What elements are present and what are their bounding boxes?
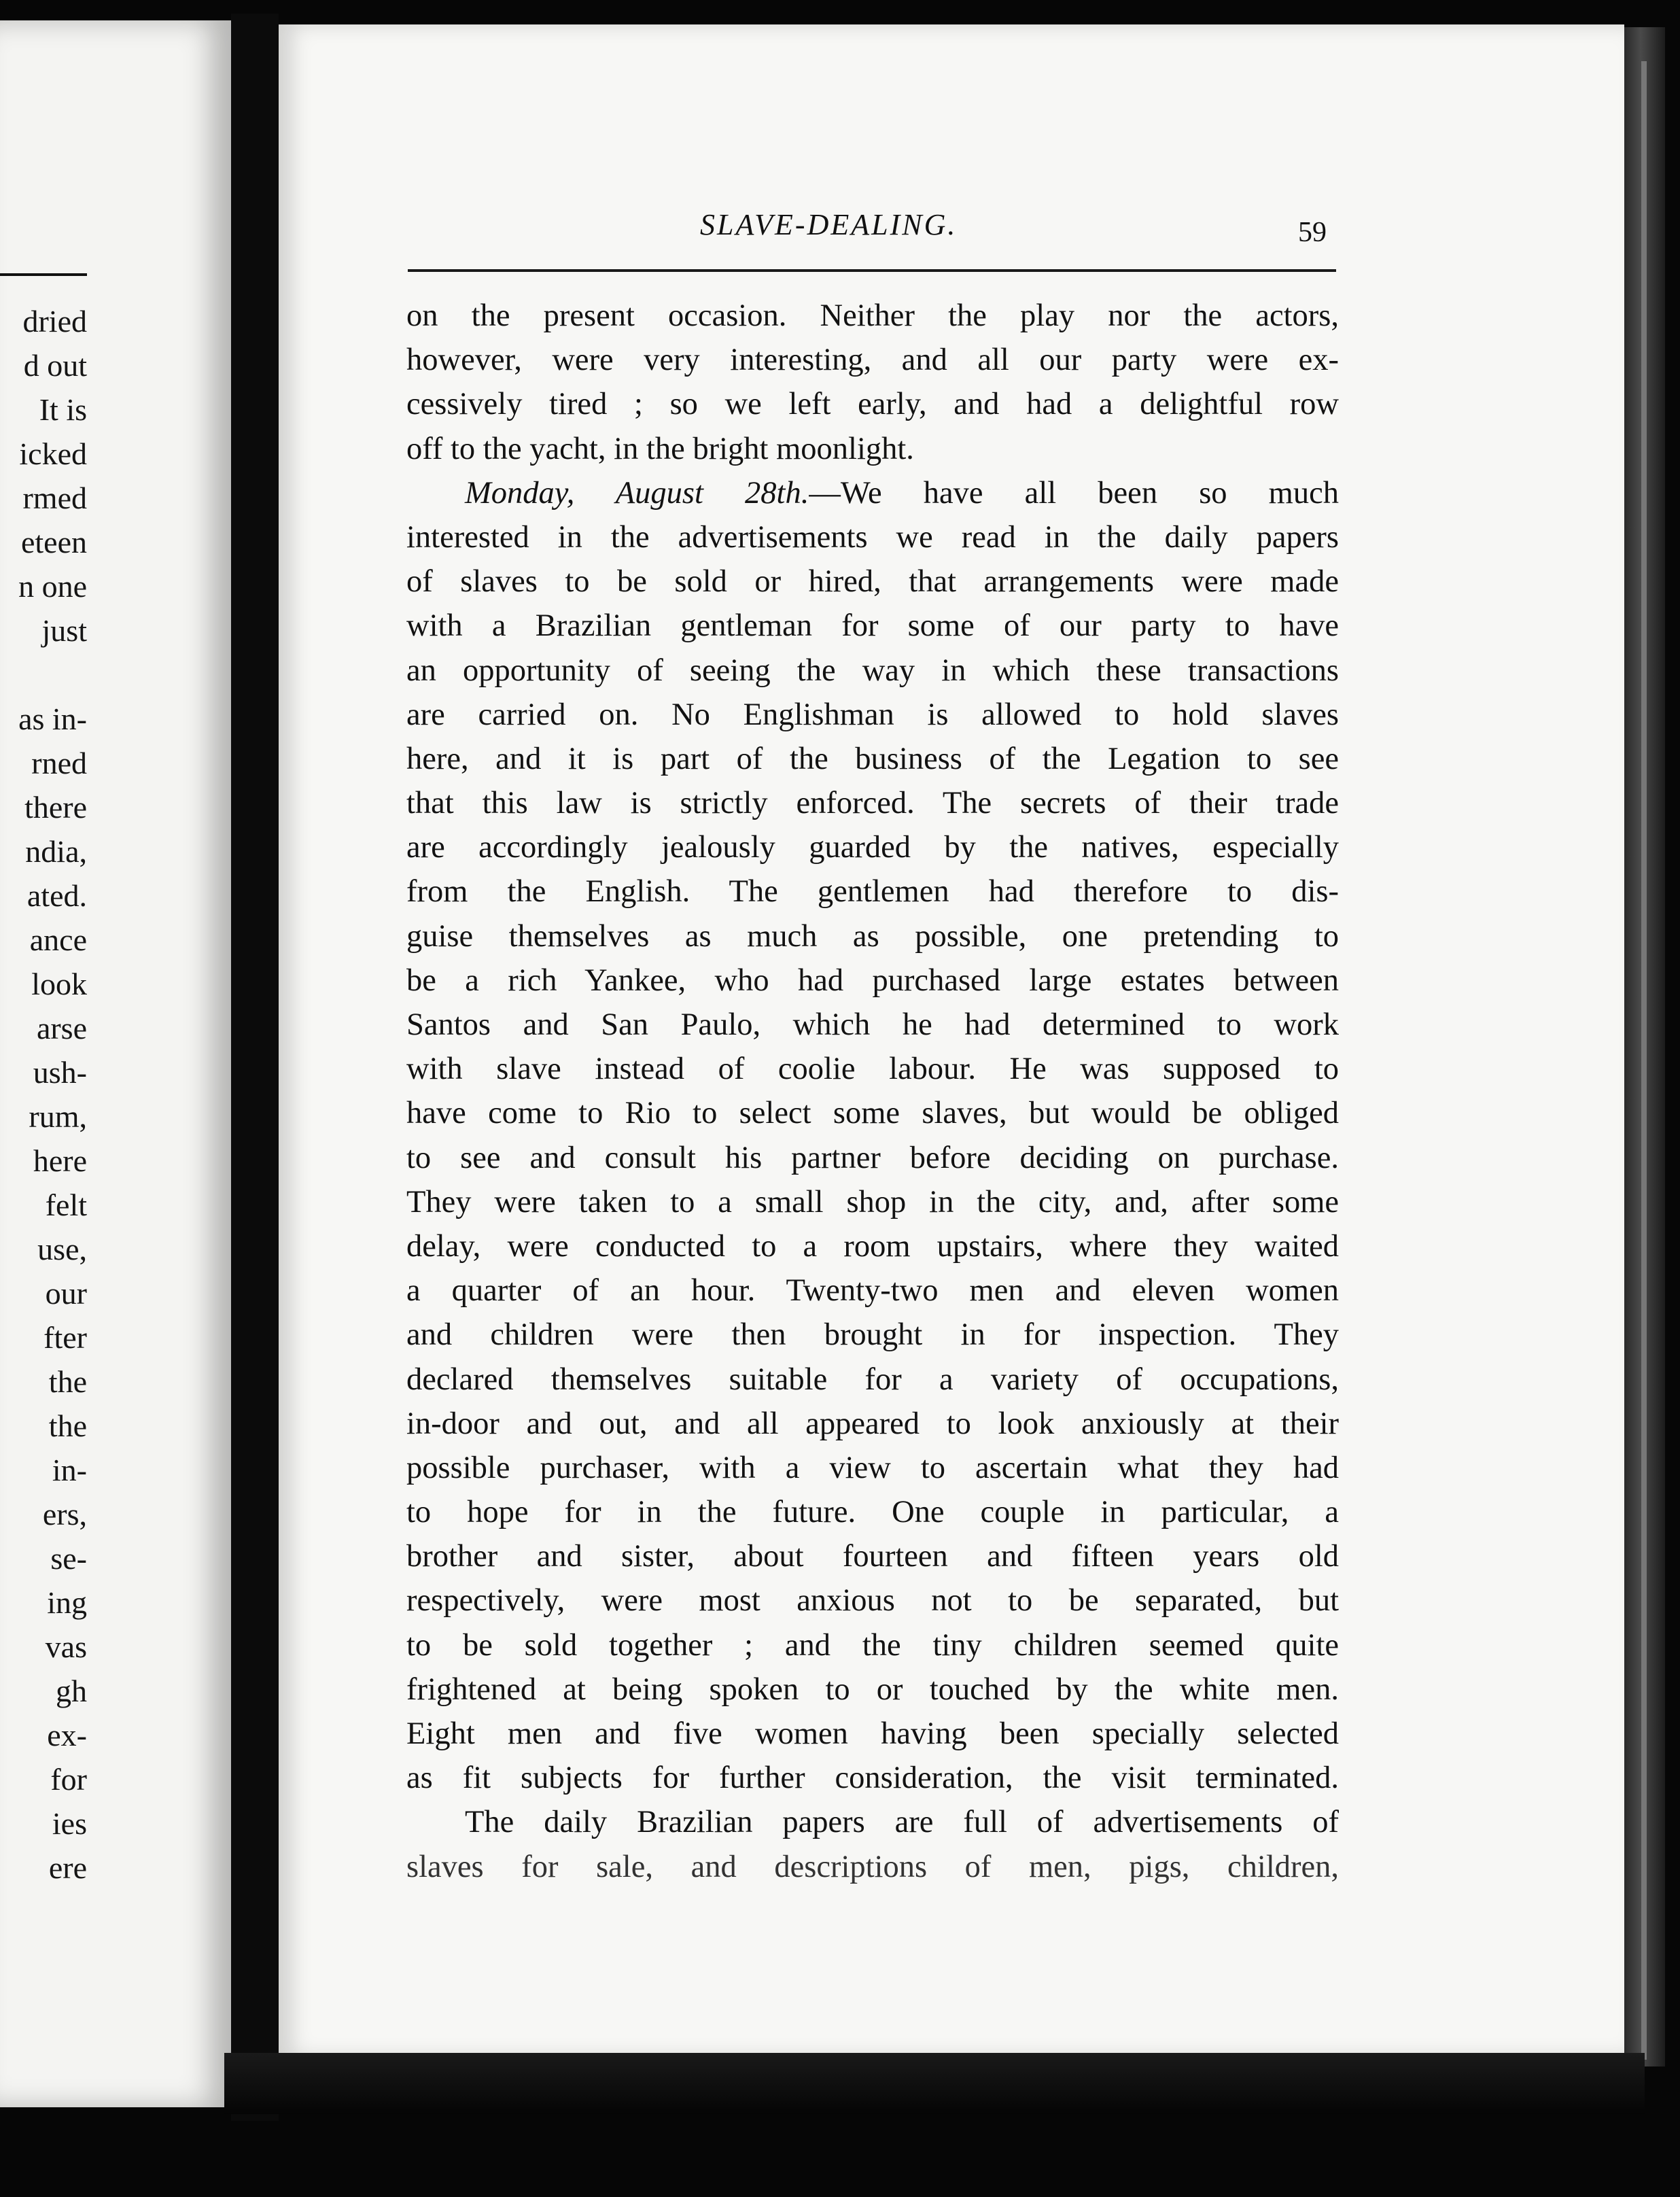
text-line: with a Brazilian gentleman for some of our party to have [406, 608, 1339, 644]
text-line: as fit subjects for further consideration, the visit terminated. [406, 1761, 1339, 1796]
left-line: in- [52, 1453, 87, 1487]
text-line: here, and it is part of the business of the Legation to see [406, 741, 1339, 776]
left-line: the [48, 1364, 87, 1399]
text-line: that this law is strictly enforced. The secrets of their trade [406, 786, 1339, 821]
text-line: possible purchaser, with a view to ascertain what they had [406, 1450, 1339, 1485]
text-line: The daily Brazilian papers are full of advertisements of [465, 1805, 1339, 1840]
left-line: rum, [29, 1099, 87, 1134]
book-gutter [231, 14, 279, 2121]
text-line: to be sold together ; and the tiny children seemed quite [406, 1627, 1339, 1663]
page-number: 59 [1298, 217, 1327, 248]
left-line: ated. [27, 878, 87, 913]
book-bottom-edge [224, 2053, 1645, 2114]
text-line: from the English. The gentlemen had therefore to dis- [406, 874, 1339, 910]
text-line: delay, were conducted to a room upstairs, where they waited [406, 1228, 1339, 1264]
text-line: be a rich Yankee, who had purchased large estates between [406, 963, 1339, 998]
text-line: interested in the advertisements we read in the daily papers [406, 519, 1339, 555]
left-line: gh [56, 1674, 87, 1708]
header-rule [408, 269, 1336, 272]
book-page-edges [1641, 61, 1647, 2060]
text-line: and children were then brought in for inspection. They [406, 1317, 1339, 1353]
left-line-gap [0, 653, 87, 697]
left-line: icked [19, 436, 87, 471]
text-line: an opportunity of seeing the way in which these transactions [406, 653, 1339, 688]
text-line: cessively tired ; so we left early, and had a delightful row [406, 387, 1339, 422]
left-line: here [33, 1143, 87, 1178]
text-line: respectively, were most anxious not to be separated, but [406, 1583, 1339, 1619]
left-line: rmed [22, 481, 87, 515]
text-line: to hope for in the future. One couple in particular, a [406, 1495, 1339, 1530]
left-line: fter [43, 1320, 87, 1355]
left-line: eteen [20, 525, 87, 559]
text-line: with slave instead of coolie labour. He was supposed to [406, 1052, 1339, 1087]
text-line: of slaves to be sold or hired, that arrangements were made [406, 564, 1339, 600]
left-line: ance [29, 922, 87, 957]
left-line: ere [48, 1850, 87, 1885]
left-line: our [45, 1276, 87, 1311]
left-line: arse [36, 1011, 87, 1045]
dateline: Monday, August 28th. [465, 475, 809, 511]
left-line: felt [45, 1188, 87, 1222]
left-line: dried [22, 304, 87, 339]
text-line: Eight men and five women having been specially selected [406, 1716, 1339, 1751]
dateline-line [406, 471, 1339, 515]
left-line: ies [52, 1806, 87, 1841]
left-line: se- [50, 1541, 87, 1576]
left-line: there [24, 790, 87, 825]
text-line: however, were very interesting, and all our party were ex- [406, 343, 1339, 378]
text-line: are carried on. No Englishman is allowed to hold slaves [406, 697, 1339, 732]
left-line: just [41, 613, 87, 648]
text-line: are accordingly jealously guarded by the natives, especially [406, 830, 1339, 865]
left-line: use, [37, 1232, 87, 1266]
left-line: ndia, [25, 834, 87, 869]
text-line: brother and sister, about fourteen and fifteen years old [406, 1539, 1339, 1574]
text-line: Santos and San Paulo, which he had determined to work [406, 1007, 1339, 1042]
left-page-text [0, 299, 87, 1890]
left-page-rule [0, 273, 87, 276]
text-line: frightened at being spoken to or touched by the white men. [406, 1672, 1339, 1707]
left-line: ers, [42, 1497, 87, 1532]
left-line: the [48, 1408, 87, 1443]
text-line: off to the yacht, in the bright moonlight. [406, 431, 914, 466]
text-line: guise themselves as much as possible, one pretending to [406, 918, 1339, 954]
left-line: look [31, 967, 87, 1001]
left-line: d out [23, 348, 87, 383]
left-line: as in- [18, 702, 87, 736]
text-line: to see and consult his partner before deciding on purchase. [406, 1140, 1339, 1175]
left-line: vas [45, 1629, 87, 1664]
left-line: for [50, 1762, 87, 1797]
text-line: slaves for sale, and descriptions of men, pigs, children, [406, 1849, 1339, 1884]
text-line: in-door and out, and all appeared to look anxiously at their [406, 1406, 1339, 1441]
text-line: a quarter of an hour. Twenty-two men and eleven women [406, 1273, 1339, 1309]
left-line: ex- [47, 1718, 87, 1752]
text-line: on the present occasion. Neither the play nor the actors, [406, 298, 1339, 333]
text-line: declared themselves suitable for a variety of occupations, [406, 1362, 1339, 1397]
left-line: n one [18, 569, 87, 604]
running-head: SLAVE-DEALING. [700, 208, 958, 241]
dateline-rest: —We have all been so much [809, 475, 1339, 511]
left-line: ing [47, 1585, 87, 1620]
left-line: ush- [33, 1055, 87, 1090]
left-line: It is [39, 392, 87, 427]
text-line: They were taken to a small shop in the city, and, after some [406, 1184, 1339, 1219]
left-page [0, 20, 231, 2107]
text-line: have come to Rio to select some slaves, but would be obliged [406, 1096, 1339, 1131]
left-line: rned [31, 746, 87, 780]
body-text [406, 294, 1339, 1889]
